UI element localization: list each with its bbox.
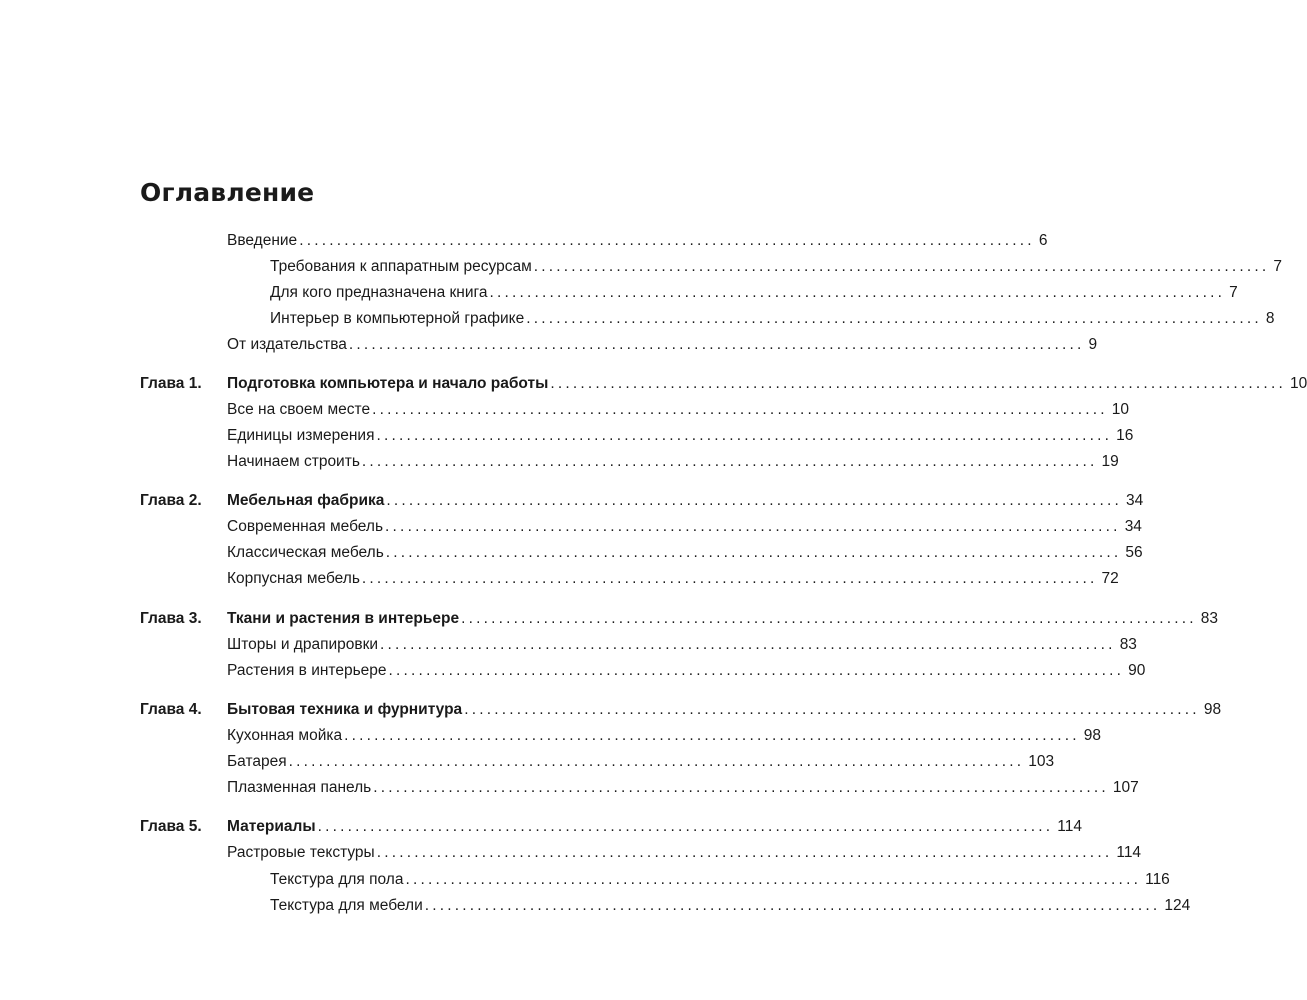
toc-entry bbox=[270, 257, 1283, 277]
toc-entry-page: 116 bbox=[1145, 871, 1170, 888]
toc-entry-page: 16 bbox=[1116, 427, 1134, 444]
toc-entry bbox=[227, 543, 1143, 563]
toc-entry bbox=[270, 896, 1191, 916]
toc-entry-title: Текстура для пола bbox=[270, 871, 404, 888]
dot-leader: .................................................................................................. bbox=[550, 375, 1286, 392]
toc-entry-title: Корпусная мебель bbox=[227, 570, 360, 587]
toc-entry-page: 7 bbox=[1273, 258, 1283, 275]
toc-entry-page: 34 bbox=[1126, 492, 1144, 509]
dot-leader: .................................................................................................. bbox=[405, 871, 1142, 888]
toc-entry-page: 83 bbox=[1119, 636, 1137, 653]
page-title: Оглавление bbox=[140, 178, 315, 207]
toc-entry bbox=[227, 426, 1134, 446]
toc-entry-page: 56 bbox=[1125, 544, 1143, 561]
toc-chapter-entry bbox=[227, 374, 1307, 394]
dot-leader: .................................................................................................. bbox=[344, 727, 1080, 744]
toc-entry-title: Для кого предназначена книга bbox=[270, 284, 488, 301]
toc-entry-page: 90 bbox=[1128, 662, 1146, 679]
toc-entry bbox=[227, 661, 1146, 681]
toc-entry-title: Шторы и драпировки bbox=[227, 636, 379, 653]
toc-entry-title: Ткани и растения в интерьере bbox=[227, 610, 460, 627]
dot-leader: .................................................................................................. bbox=[299, 232, 1035, 249]
toc-entry-page: 9 bbox=[1088, 336, 1098, 353]
toc-entry-title: Интерьер в компьютерной графике bbox=[270, 310, 525, 327]
toc-entry bbox=[227, 752, 1055, 772]
toc-entry bbox=[270, 870, 1170, 890]
toc-entry-page: 114 bbox=[1116, 844, 1142, 861]
toc-entry-title: От издательства bbox=[227, 336, 347, 353]
dot-leader: .................................................................................................. bbox=[376, 427, 1113, 444]
toc-entry bbox=[227, 231, 1048, 251]
toc-entry-page: 98 bbox=[1203, 701, 1222, 718]
dot-leader: .................................................................................................. bbox=[526, 310, 1262, 327]
toc-chapter-entry bbox=[227, 700, 1222, 720]
toc-entry-title: Бытовая техника и фурнитура bbox=[227, 701, 463, 718]
dot-leader: .................................................................................................. bbox=[361, 453, 1098, 470]
toc-entry-title: Требования к аппаратным ресурсам bbox=[270, 258, 532, 275]
dot-leader: .................................................................................................. bbox=[388, 662, 1125, 679]
toc-entry-title: Текстура для мебели bbox=[270, 897, 423, 914]
toc-entry bbox=[227, 335, 1098, 355]
toc-entry-title: Введение bbox=[227, 232, 298, 249]
dot-leader: .................................................................................................. bbox=[489, 284, 1226, 301]
toc-entry-page: 8 bbox=[1265, 310, 1275, 327]
dot-leader: .................................................................................................. bbox=[533, 258, 1270, 275]
toc-entry bbox=[227, 400, 1129, 420]
dot-leader: .................................................................................................. bbox=[361, 570, 1098, 587]
toc-entry-title: Материалы bbox=[227, 818, 316, 835]
toc-entry-title: Подготовка компьютера и начало работы bbox=[227, 375, 549, 392]
dot-leader: .................................................................................................. bbox=[386, 492, 1123, 509]
chapter-label: Глава 4. bbox=[140, 701, 202, 718]
toc-entry bbox=[227, 517, 1142, 537]
toc-entry-title: Растения в интерьере bbox=[227, 662, 387, 679]
toc-entry-title: Мебельная фабрика bbox=[227, 492, 385, 509]
chapter-label: Глава 3. bbox=[140, 610, 202, 627]
toc-entry-title: Современная мебель bbox=[227, 518, 384, 535]
toc-entry-title: Все на своем месте bbox=[227, 401, 371, 418]
toc-entry bbox=[227, 452, 1119, 472]
toc-entry-page: 107 bbox=[1112, 779, 1139, 796]
toc-entry-title: Начинаем строить bbox=[227, 453, 360, 470]
toc-entry-page: 98 bbox=[1083, 727, 1101, 744]
toc-entry bbox=[227, 569, 1119, 589]
toc-entry-page: 72 bbox=[1101, 570, 1119, 587]
toc-entry bbox=[227, 726, 1101, 746]
toc-entry-title: Единицы измерения bbox=[227, 427, 375, 444]
toc-chapter-entry bbox=[227, 491, 1144, 511]
toc-chapter-entry bbox=[227, 817, 1082, 837]
chapter-label: Глава 1. bbox=[140, 375, 202, 392]
toc-entry-page: 6 bbox=[1038, 232, 1048, 249]
toc-entry-title: Батарея bbox=[227, 753, 287, 770]
toc-entry bbox=[227, 635, 1137, 655]
toc-entry-page: 19 bbox=[1101, 453, 1119, 470]
dot-leader: .................................................................................................. bbox=[461, 610, 1197, 627]
chapter-label: Глава 5. bbox=[140, 818, 202, 835]
toc-entry-title: Плазменная панель bbox=[227, 779, 372, 796]
toc-entry-page: 114 bbox=[1057, 818, 1082, 835]
toc-entry bbox=[227, 778, 1139, 798]
dot-leader: .................................................................................................. bbox=[385, 518, 1121, 535]
toc-entry-page: 124 bbox=[1164, 897, 1191, 914]
dot-leader: .................................................................................................. bbox=[348, 336, 1085, 353]
dot-leader: .................................................................................................. bbox=[380, 636, 1116, 653]
toc-entry bbox=[227, 843, 1142, 863]
toc-entry-title: Классическая мебель bbox=[227, 544, 384, 561]
toc-entry-title: Кухонная мойка bbox=[227, 727, 343, 744]
dot-leader: .................................................................................................. bbox=[464, 701, 1200, 718]
toc-entry-title: Растровые текстуры bbox=[227, 844, 375, 861]
toc-entry-page: 10 bbox=[1111, 401, 1129, 418]
toc-entry-page: 10 bbox=[1289, 375, 1307, 392]
dot-leader: .................................................................................................. bbox=[317, 818, 1054, 835]
toc-entry-page: 34 bbox=[1124, 518, 1142, 535]
dot-leader: .................................................................................................. bbox=[373, 779, 1109, 796]
toc-chapter-entry bbox=[227, 609, 1218, 629]
toc-entry bbox=[270, 283, 1238, 303]
toc-entry-page: 7 bbox=[1229, 284, 1238, 301]
dot-leader: .................................................................................................. bbox=[288, 753, 1025, 770]
toc-entry bbox=[270, 309, 1275, 329]
dot-leader: .................................................................................................. bbox=[376, 844, 1113, 861]
dot-leader: .................................................................................................. bbox=[385, 544, 1122, 561]
chapter-label: Глава 2. bbox=[140, 492, 202, 509]
dot-leader: .................................................................................................. bbox=[372, 401, 1108, 418]
dot-leader: .................................................................................................. bbox=[424, 897, 1161, 914]
toc-entry-page: 103 bbox=[1028, 753, 1055, 770]
toc-entry-page: 83 bbox=[1200, 610, 1218, 627]
